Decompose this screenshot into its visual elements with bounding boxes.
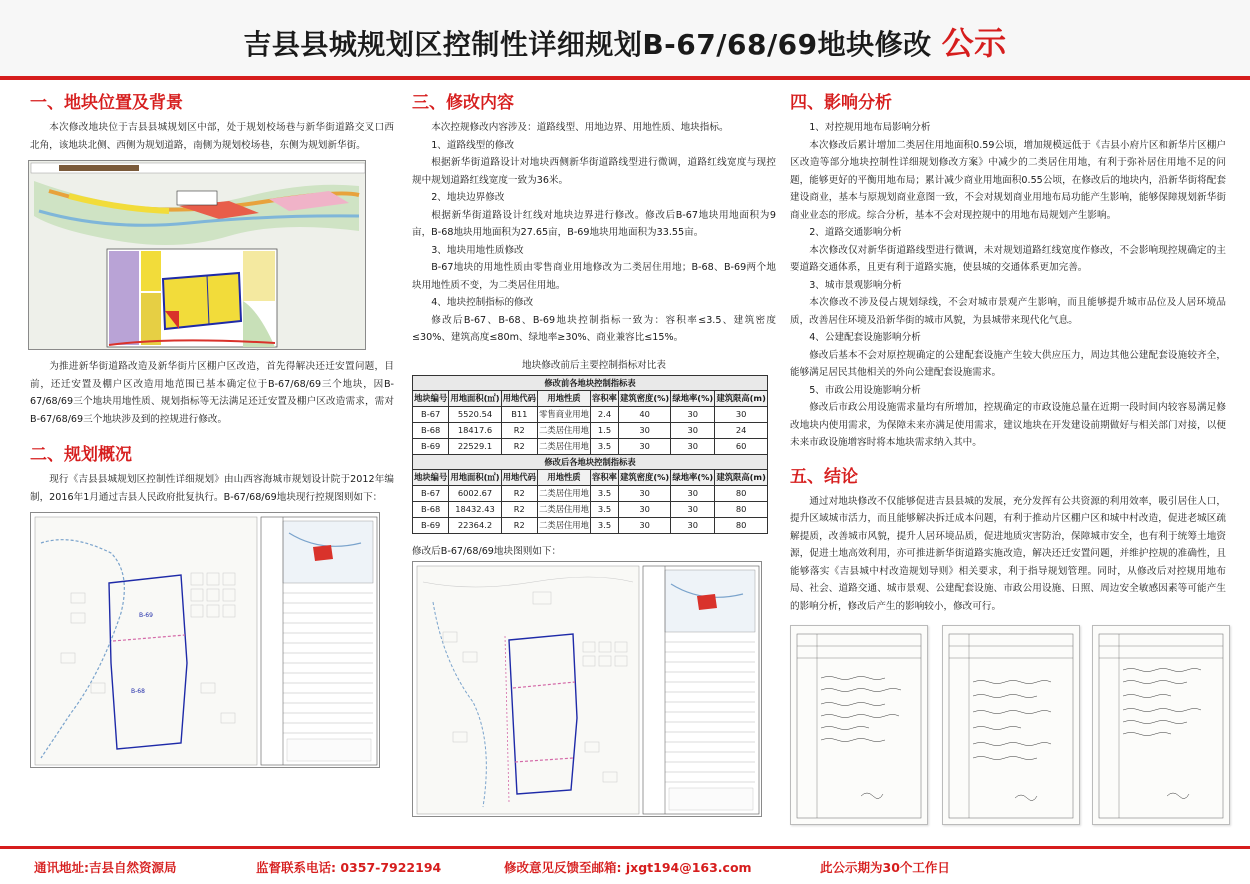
table-cell: 30 [671, 422, 715, 438]
table-cell: B-67 [413, 406, 449, 422]
table-cell: 22529.1 [449, 438, 501, 454]
table-cell: R2 [501, 422, 537, 438]
table-header-cell: 用地面积(㎡) [449, 469, 501, 485]
impact-4-heading: 4、公建配套设施影响分析 [809, 332, 921, 343]
location-map-figure [28, 160, 366, 350]
review-document-3-scan [1093, 626, 1229, 824]
table-cell: 5520.54 [449, 406, 501, 422]
control-index-table [412, 375, 768, 534]
footer-phone: 监督联系电话: 0357-7922194 [256, 860, 442, 875]
header-divider [0, 76, 1250, 80]
revised-plan-figure [412, 561, 762, 817]
table-header-cell: 绿地率(%) [671, 469, 715, 485]
table-header-cell: 用地面积(㎡) [449, 390, 501, 406]
change-3-heading: 3、地块用地性质修改 [431, 244, 524, 256]
table-row [413, 485, 768, 501]
current-plan-graphic [31, 513, 380, 768]
table-cell: R2 [501, 517, 537, 533]
table-cell: 80 [715, 485, 768, 501]
table-header-cell: 用地性质 [537, 469, 590, 485]
table-cell: 3.5 [591, 485, 619, 501]
table-header-cell: 地块编号 [413, 469, 449, 485]
table-cell: 22364.2 [449, 517, 501, 533]
revised-plan-caption: 修改后B-67/68/69地块图则如下： [412, 545, 562, 557]
table-cell: 80 [715, 517, 768, 533]
table-band-after [413, 454, 768, 469]
impact-3-text: 本次修改不涉及侵占规划绿线，不会对城市景观产生影响，而且能够提升城市品位及人居环境品质，改善居住环境及沿新华街的城市风貌，为县城带来现代化气息。 [790, 297, 1226, 326]
table-header-cell: 地块编号 [413, 390, 449, 406]
table-header-before [413, 390, 768, 406]
impact-3-heading: 3、城市景观影响分析 [809, 279, 902, 291]
footer-email[interactable]: 修改意见反馈至邮箱: jxgt194@163.com [504, 860, 752, 875]
impact-2-heading: 2、道路交通影响分析 [809, 227, 902, 238]
impact-4-text: 修改后基本不会对原控规确定的公建配套设施产生较大供应压力，周边其他公建配套设施较齐全，能够满足居民其他相关的外向公建配套设施需求。 [790, 349, 1226, 378]
change-1-text: 根据新华街道路设计对地块西侧新华街道路线型进行微调，道路红线宽度与现控规中规划道路红线宽度一致为36米。 [412, 157, 776, 186]
table-cell: B-69 [413, 517, 449, 533]
table-cell: 3.5 [591, 517, 619, 533]
table-header-cell: 建筑密度(%) [619, 390, 671, 406]
table-header-cell: 容积率 [591, 469, 619, 485]
title-text: 吉县县城规划区控制性详细规划B-67/68/69地块修改 [243, 28, 932, 61]
table-cell: 30 [619, 438, 671, 454]
svg-text:B-68: B-68 [131, 688, 145, 695]
expert-review-documents [790, 625, 1226, 825]
table-cell: R2 [501, 501, 537, 517]
table-row [413, 406, 768, 422]
table-cell: 3.5 [591, 501, 619, 517]
current-plan-figure [30, 512, 380, 768]
table-cell: 80 [715, 501, 768, 517]
background-paragraph: 为推进新华街道路改造及新华街片区棚户区改造，首先得解决还迁安置问题，目前，还迁安置及棚户区改造用地范围已基本确定位于B-67/68/69三个地块，因B-67/68/69三个地块用地性质、规划指标等无法满足还迁安置及棚户区改造需求，需对B-67/68/69三个地块涉及到的控规进行修改。 [30, 361, 394, 425]
change-4-text: 修改后B-67、B-68、B-69地块控制指标一致为：容积率≤3.5、建筑密度≤30%、建筑高度≤80m、绿地率≥30%、商业兼容比≤15%。 [412, 314, 776, 343]
impact-1-text: 本次修改后累计增加二类居住用地面积0.59公顷，增加规模远低于《吉县小府片区和新华片区棚户区改造等部分地块控制性详细规划修改方案》中减少的二类居住用地，有利于弥补居住用地不足的问题，能够更好的平衡用地布局；累计减少商业用地面积0.55公顷，在修改后的地块内，沿新华街将配套建设商业，基本与原规划商业意图一致，不会对规划商业用地布局功能产生影响，能够保障规划新华街商业业态的形成。综合分析，基本不会对现控规中的用地布局规划产生影响。 [790, 139, 1226, 221]
location-paragraph: 本次修改地块位于吉县县城规划区中部，处于规划校场巷与新华街道路交叉口西北角，该地块北侧、西侧为规划道路，南侧为规划校场巷，东侧为规划新华街。 [30, 122, 394, 151]
impact-1-heading: 1、对控规用地布局影响分析 [809, 122, 931, 133]
change-3-text: B-67地块的用地性质由零售商业用地修改为二类居住用地；B-68、B-69两个地块用地性质不变，为二类居住用地。 [412, 262, 776, 291]
table-cell: 18432.43 [449, 501, 501, 517]
table-cell: 二类居住用地 [537, 438, 590, 454]
footer-address: 通讯地址:吉县自然资源局 [34, 860, 177, 875]
table-cell: B-68 [413, 501, 449, 517]
overview-paragraph: 现行《吉县县城规划区控制性详细规划》由山西容海城市规划设计院于2012年编制，2016年1月通过吉县人民政府批复执行。B-67/68/69地块现行控规图则如下： [30, 474, 394, 503]
table-header-cell: 用地性质 [537, 390, 590, 406]
table-cell: B11 [501, 406, 537, 422]
table-cell: 二类居住用地 [537, 501, 590, 517]
impact-5-heading: 5、市政公用设施影响分析 [809, 384, 921, 396]
location-map-graphic [29, 161, 366, 350]
change-2-text: 根据新华街道路设计红线对地块边界进行修改。修改后B-67地块用地面积为9亩，B-68地块用地面积为27.65亩，B-69地块用地面积为33.55亩。 [412, 209, 776, 238]
footer-period: 此公示期为30个工作日 [820, 860, 950, 875]
table-cell: 6002.67 [449, 485, 501, 501]
table-header-cell: 建筑限高(m) [715, 469, 768, 485]
table-cell: 3.5 [591, 438, 619, 454]
table-cell: 零售商业用地 [537, 406, 590, 422]
page-title [0, 18, 1250, 64]
table-cell: 30 [619, 485, 671, 501]
table-cell: 30 [671, 501, 715, 517]
table-header-cell: 建筑密度(%) [619, 469, 671, 485]
table-cell: R2 [501, 438, 537, 454]
column-left [30, 88, 394, 768]
table-cell: 二类居住用地 [537, 485, 590, 501]
table-cell: 30 [619, 501, 671, 517]
conclusion-paragraph: 通过对地块修改不仅能够促进吉县县城的发展，充分发挥有公共资源的利用效率，吸引居住人口，提升区域城市活力，而且能够解决拆迁成本问题，有利于推动片区棚户区和城中村改造，促进老城区疏解提质，改善城市风貌，提升人居环境品质，促进地质灾害防治，保障城市安全，也有利于统筹土地资源，促进土地高效利用，亦可推进新华街道路实施改造，解决还迁安置问题，并维护控规的准确性，且能够落实《吉县城中村改造规划导则》相关要求，利于指导规划管理。同时，从修改后对控规用地布局、社会、道路交通、城市景观、公建配套设施、市政公用设施、日照、周边安全敏感因素等可能产生的影响分析，修改后产生的影响较小，修改可行。 [790, 495, 1226, 612]
review-document-1-scan [791, 626, 927, 824]
section-title-changes: 三、修改内容 [412, 93, 514, 113]
table-header-cell: 用地代码 [501, 469, 537, 485]
revised-plan-graphic [413, 562, 762, 817]
impact-5-text: 修改后市政公用设施需求量均有所增加，控规确定的市政设施总量在近期一段时间内较容易满足修改地块内使用需求，为保障未来亦满足使用需求，建议地块在开发建设前期做好与相关部门对接，以便未来市政设施增容时将本地块需求纳入其中。 [790, 402, 1226, 448]
review-document-3 [1092, 625, 1230, 825]
change-4-heading: 4、地块控制指标的修改 [431, 297, 534, 308]
table-header-cell: 绿地率(%) [671, 390, 715, 406]
table-cell: 30 [671, 438, 715, 454]
table-cell: 30 [671, 485, 715, 501]
table-cell: 30 [619, 517, 671, 533]
table-row [413, 422, 768, 438]
table-caption: 地块修改前后主要控制指标对比表 [522, 359, 666, 371]
title-badge: 公示 [941, 24, 1007, 62]
section-title-impact: 四、影响分析 [790, 93, 892, 113]
table-cell: 24 [715, 422, 768, 438]
svg-text:B-69: B-69 [139, 612, 153, 619]
table-cell: 30 [619, 422, 671, 438]
page-header [0, 0, 1250, 76]
page-footer [0, 849, 1250, 884]
section-title-overview: 二、规划概况 [30, 445, 132, 465]
table-header-after [413, 469, 768, 485]
changes-intro: 本次控规修改内容涉及：道路线型、用地边界、用地性质、地块指标。 [431, 122, 729, 133]
table-cell: 40 [619, 406, 671, 422]
table-cell: 二类居住用地 [537, 517, 590, 533]
review-document-1 [790, 625, 928, 825]
impact-2-text: 本次修改仅对新华街道路线型进行微调，未对规划道路红线宽度作修改，不会影响现控规确定的主要道路交通体系，且更有利于道路实施，使县城的交通体系更加完善。 [790, 244, 1226, 273]
table-band-after-cell: 修改后各地块控制指标表 [413, 454, 768, 469]
table-row [413, 438, 768, 454]
table-cell: B-68 [413, 422, 449, 438]
section-title-location: 一、地块位置及背景 [30, 93, 183, 113]
table-cell: 二类居住用地 [537, 422, 590, 438]
table-header-cell: 容积率 [591, 390, 619, 406]
table-band-before-cell: 修改前各地块控制指标表 [413, 375, 768, 390]
table-cell: R2 [501, 485, 537, 501]
table-band-before [413, 375, 768, 390]
table-cell: B-67 [413, 485, 449, 501]
review-document-2 [942, 625, 1080, 825]
table-row [413, 517, 768, 533]
table-cell: 2.4 [591, 406, 619, 422]
table-cell: 30 [715, 406, 768, 422]
table-cell: 1.5 [591, 422, 619, 438]
section-title-conclusion: 五、结论 [790, 466, 858, 487]
review-document-2-scan [943, 626, 1079, 824]
change-1-heading: 1、道路线型的修改 [431, 139, 515, 151]
table-cell: 60 [715, 438, 768, 454]
table-row [413, 501, 768, 517]
column-right [790, 88, 1226, 825]
table-cell: 30 [671, 517, 715, 533]
table-cell: 18417.6 [449, 422, 501, 438]
table-header-cell: 用地代码 [501, 390, 537, 406]
table-cell: 30 [671, 406, 715, 422]
table-cell: B-69 [413, 438, 449, 454]
column-middle [412, 88, 776, 817]
table-header-cell: 建筑限高(m) [715, 390, 768, 406]
change-2-heading: 2、地块边界修改 [431, 192, 505, 203]
